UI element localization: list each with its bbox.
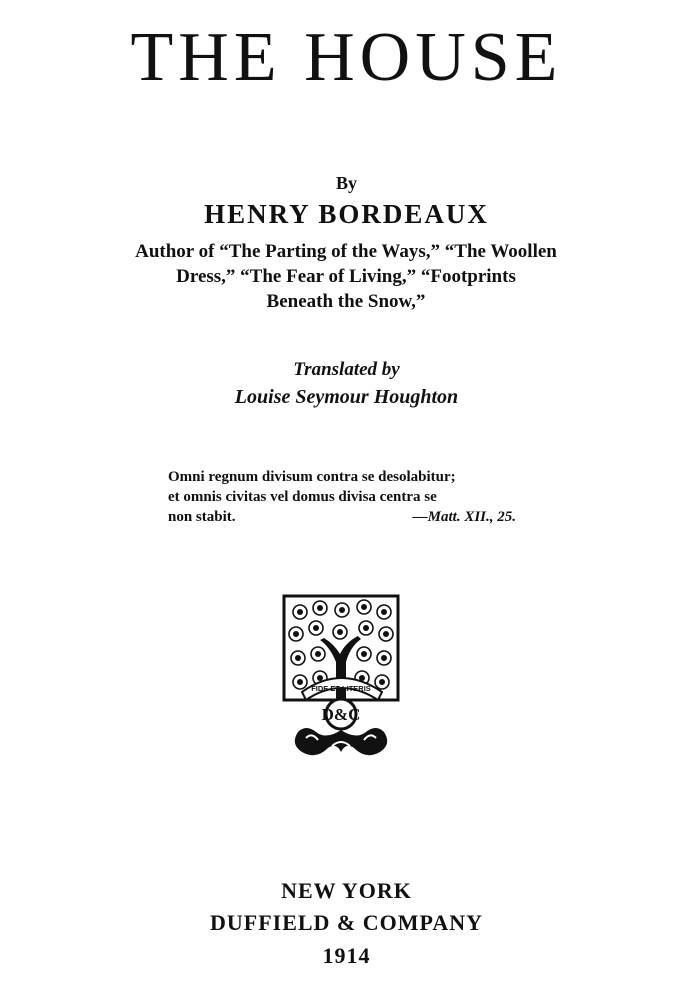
epigraph-citation: —Matt. XII., 25. — [412, 509, 516, 525]
publisher-tree-emblem-icon — [280, 592, 402, 764]
svg-text:D&C: D&C — [321, 705, 361, 724]
author-credits — [96, 239, 596, 314]
epigraph — [168, 467, 516, 527]
by-label: By — [335, 173, 357, 193]
credits-line: Beneath the Snow,” — [266, 291, 426, 312]
imprint-city: NEW YORK — [281, 878, 412, 903]
author-name: HENRY BORDEAUX — [204, 199, 489, 229]
imprint-publisher: DUFFIELD & COMPANY — [209, 910, 483, 935]
epigraph-line: non stabit. —Matt. XII., 25. — [168, 509, 516, 525]
epigraph-line: et omnis civitas vel domus divisa centra se — [168, 489, 437, 505]
credits-line: Author of “The Parting of the Ways,” “The Woollen — [135, 241, 557, 262]
book-title: THE HOUSE — [130, 19, 563, 96]
imprint-year: 1914 — [322, 943, 371, 968]
epigraph-line: Omni regnum divisum contra se desolabitur; — [168, 469, 456, 485]
translator-name: Louise Seymour Houghton — [234, 386, 459, 408]
emblem-motto: FIDE ET LITERIS — [311, 684, 371, 693]
credits-line: Dress,” “The Fear of Living,” “Footprints — [176, 266, 516, 287]
translated-by-label: Translated by — [293, 359, 400, 380]
